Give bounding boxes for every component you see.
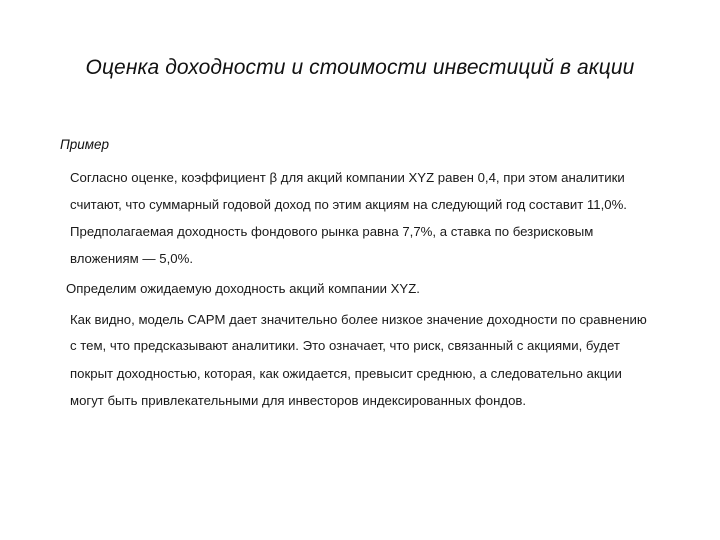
paragraph3-line4: могут быть привлекательными для инвесторов индексированных фондов. [70,393,527,408]
paragraph3-line2: с тем, что предсказывают аналитики. Это означает, что риск, связанный с акциями, будет [70,338,620,353]
paragraph1-line2: считают, что суммарный годовой доход по этим акциям на следующий год составит 11,0%. [70,197,627,212]
paragraph1-line4: вложениям — 5,0%. [70,251,193,266]
paragraph3-line1: Как видно, модель CAPM дает значительно более низкое значение доходности по сравнению [70,312,647,327]
paragraph3-line3: покрыт доходностью, которая, как ожидается, превысит среднюю, а следовательно акции [70,366,622,381]
paragraph1-line3: Предполагаемая доходность фондового рынка равна 7,7%, а ставка по безрисковым [70,224,594,239]
paragraph2: Определим ожидаемую доходность акций компании XYZ. [66,281,420,296]
paragraph1-line1: Согласно оценке, коэффициент β для акций компании XYZ равен 0,4, при этом аналитики [70,170,625,185]
example-label: Пример [60,137,110,152]
slide-title: Оценка доходности и стоимости инвестиций в акции [85,56,635,79]
